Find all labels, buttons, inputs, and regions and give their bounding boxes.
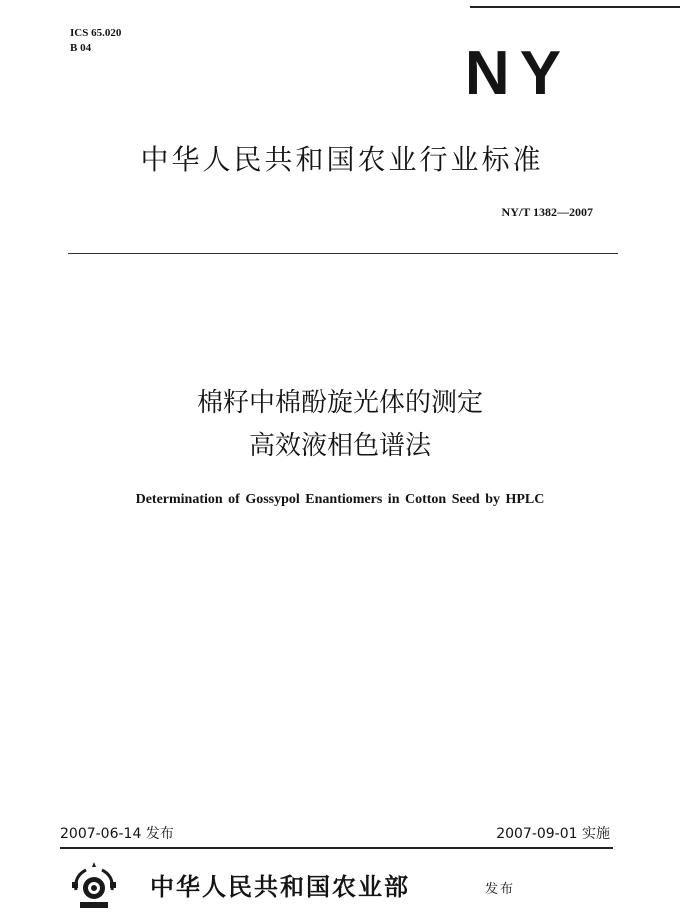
footer-divider (60, 847, 613, 849)
publisher-name: 中华人民共和国农业部 (150, 872, 410, 901)
organization-title: 中华人民共和国农业行业标准 (140, 143, 544, 176)
ccs-code: B 04 (70, 42, 92, 54)
title-cn-line1: 棉籽中棉酚旋光体的测定 (196, 388, 483, 418)
publisher-action: 发布 (485, 882, 516, 897)
title-cn-line2: 高效液相色谱法 (248, 431, 431, 461)
ics-code: ICS 65.020 (70, 27, 122, 39)
ny-logo: NY (464, 39, 572, 108)
ministry-emblem-icon (66, 860, 122, 916)
issue-date: 2007-06-14 发布 (60, 826, 174, 842)
implement-date: 2007-09-01 实施 (496, 826, 610, 842)
header-divider (68, 253, 618, 254)
title-en: Determination of Gossypol Enantiomers in Cotton Seed by HPLC (135, 492, 545, 507)
top-rule (470, 6, 680, 8)
standard-number: NY/T 1382—2007 (501, 205, 593, 219)
